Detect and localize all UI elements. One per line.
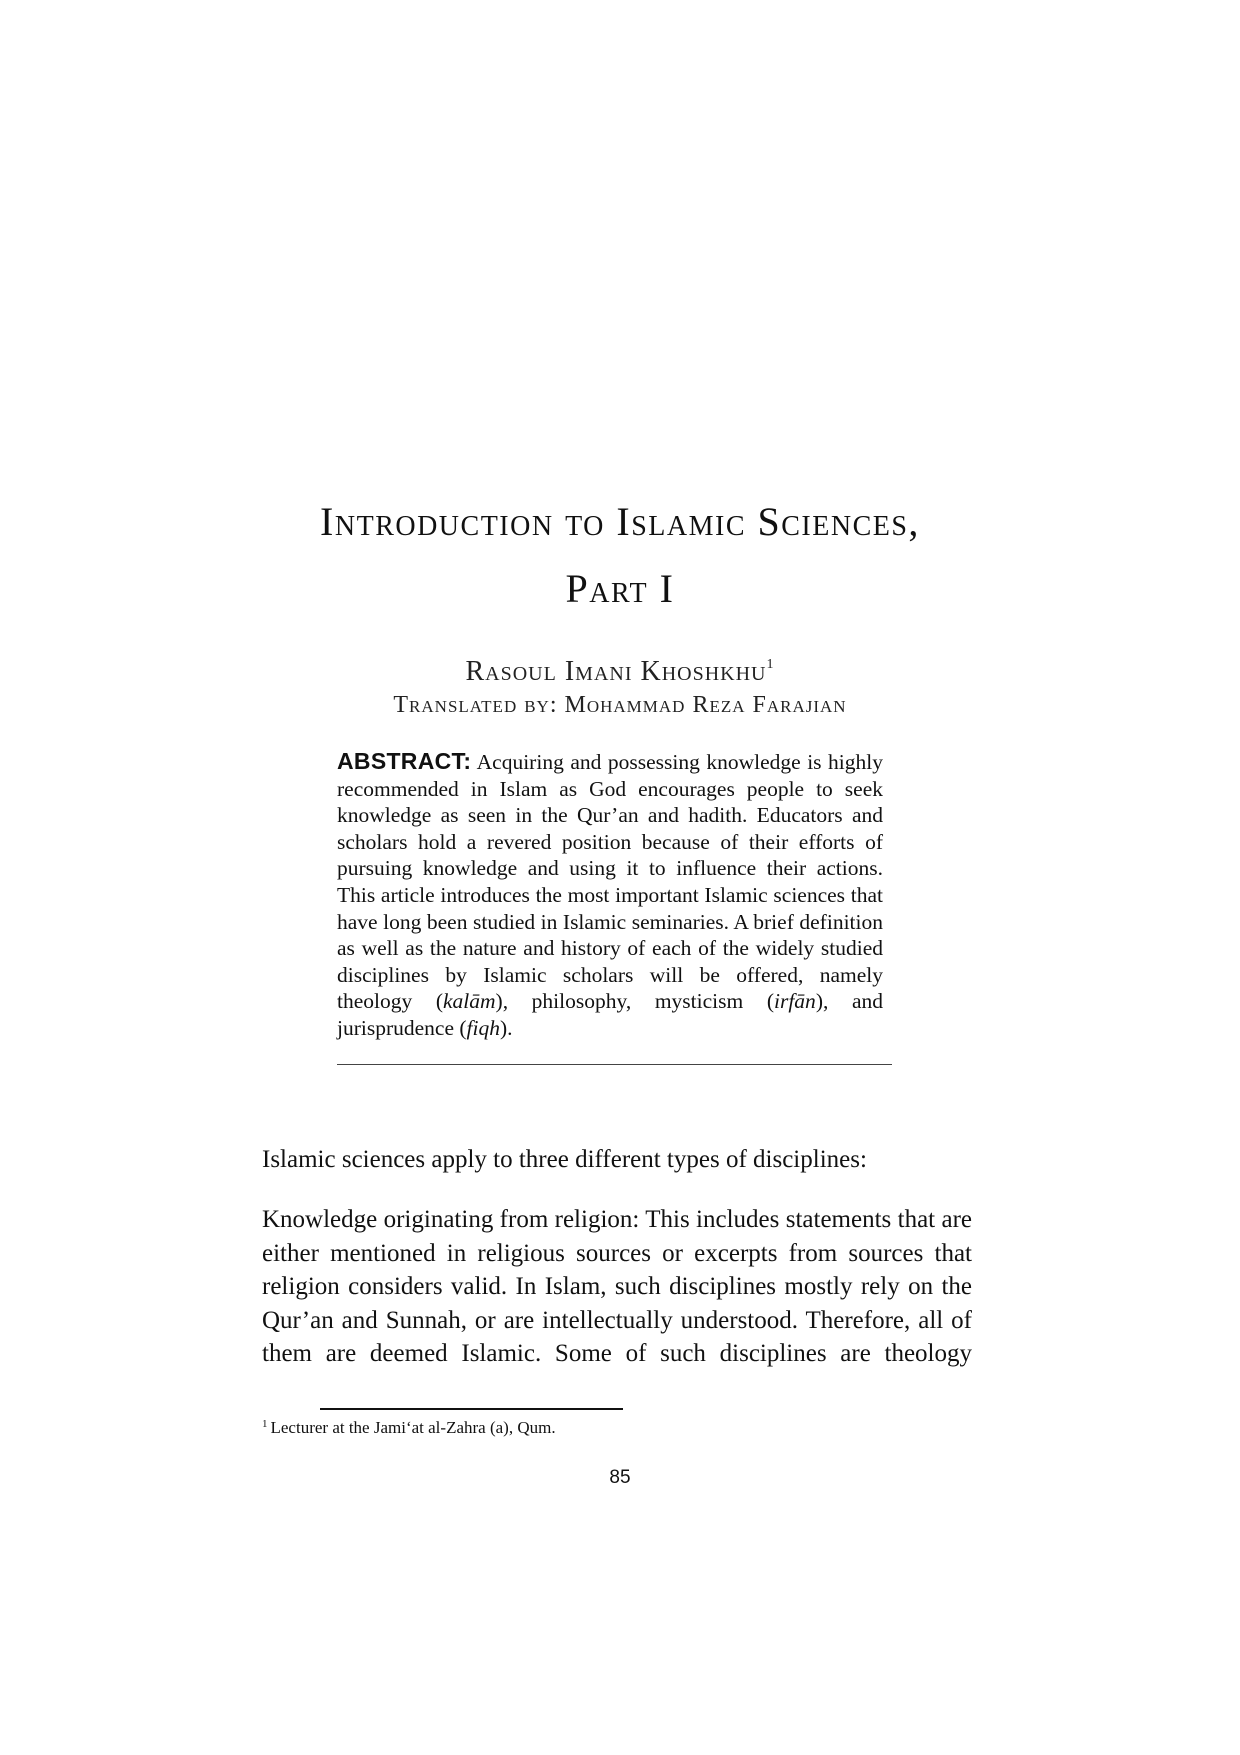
- footnote-marker: 1: [262, 1418, 268, 1430]
- author-footnote-marker: 1: [766, 657, 775, 672]
- abstract-term-irfan: irfān: [773, 989, 816, 1014]
- abstract-block: [337, 748, 883, 1042]
- footnote-text: Lecturer at the Jami‘at al-Zahra (a), Qum.: [270, 1418, 556, 1437]
- footnote-divider: [320, 1408, 623, 1410]
- abstract-text-part-3: ), and jurisprudence (: [337, 989, 883, 1040]
- translator-line: Translated by: Mohammad Reza Farajian: [393, 692, 847, 718]
- abstract-text-part-2: ), philosophy, mysticism (: [495, 989, 774, 1014]
- footnote: [262, 1418, 556, 1438]
- abstract-text-part-4: ).: [500, 1015, 513, 1040]
- article-title-line-2: Part I: [565, 566, 675, 611]
- abstract-term-kalam: kalām: [443, 989, 496, 1014]
- author-line: [0, 656, 1240, 688]
- abstract-label: ABSTRACT:: [337, 748, 472, 774]
- body-paragraph-2: Knowledge originating from religion: This includes statements that are either mentioned in religious sources or excerpts from sources that religion considers valid. In Islam, such disciplines mostly rely on the Qur’an and Sunnah, or are intellectually understood. Therefore, all of them are deemed Islamic. Some of such disciplines are theology: [262, 1206, 972, 1367]
- abstract-term-fiqh: fiqh: [466, 1015, 500, 1040]
- page-number: 85: [609, 1467, 631, 1488]
- abstract-text-part-1: Acquiring and possessing knowledge is highly recommended in Islam as God encourages people to seek knowledge as seen in the Qur’an and hadith. Educators and scholars hold a revered position because of their efforts of pursuing knowledge and using it to influence their actions. This article introduces the most important Islamic sciences that have long been studied in Islamic seminaries. A brief definition as well as the nature and history of each of the widely studied disciplines by Islamic scholars will be offered, namely theology (: [337, 750, 883, 1014]
- body-paragraph-1: Islamic sciences apply to three different types of disciplines:: [262, 1146, 867, 1173]
- article-title-line-1: Introduction to Islamic Sciences,: [320, 499, 920, 544]
- author-name: Rasoul Imani Khoshkhu: [465, 656, 767, 687]
- abstract-divider: [337, 1064, 892, 1065]
